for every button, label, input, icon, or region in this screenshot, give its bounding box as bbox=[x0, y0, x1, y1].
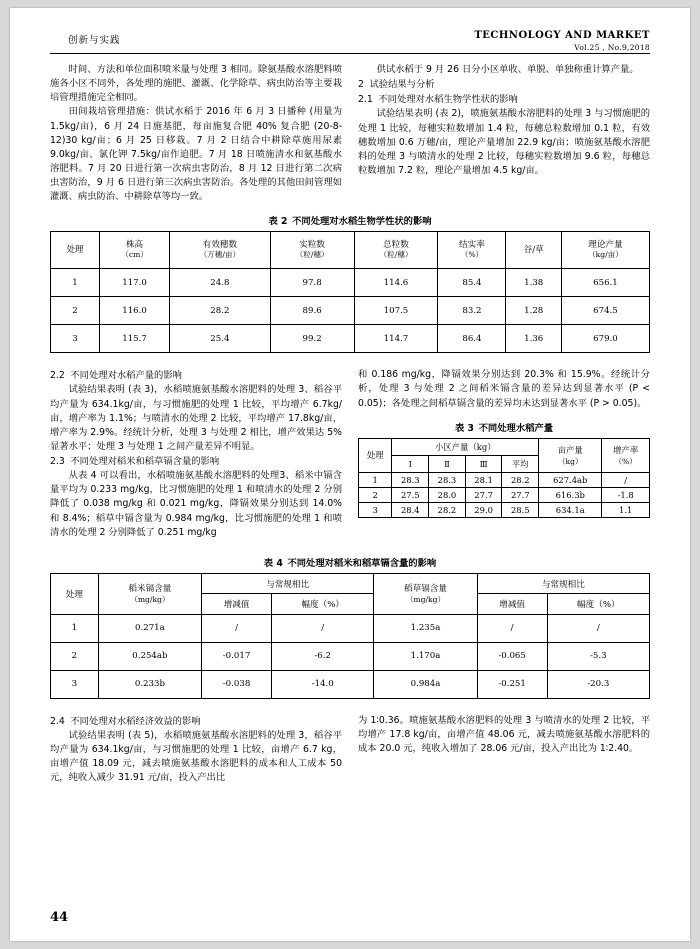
table3-header-row-1 bbox=[359, 438, 650, 455]
table4-r0-c0: 1 bbox=[51, 614, 99, 642]
table4-header-row-1 bbox=[51, 573, 650, 594]
table2-block bbox=[50, 213, 650, 353]
table3-th-1: Ⅰ bbox=[392, 455, 429, 472]
section-2-2-number: 2.2 bbox=[50, 370, 65, 382]
table4-r0-c3: / bbox=[272, 614, 374, 642]
table4-th-process: 处理 bbox=[51, 573, 99, 614]
section-2-3-title: 不同处理对稻米和稻草镉含量的影响 bbox=[70, 456, 220, 467]
table4-r2-c5: -0.251 bbox=[477, 670, 547, 698]
table4-r1-c3: -6.2 bbox=[272, 642, 374, 670]
table3-r2-c6: 1.1 bbox=[602, 502, 650, 517]
table2-r2-c0: 3 bbox=[51, 325, 100, 353]
table2-r0-c5: 85.4 bbox=[438, 269, 506, 297]
table3-r1-c1: 27.5 bbox=[392, 487, 429, 502]
table4-r2-c0: 3 bbox=[51, 670, 99, 698]
table4 bbox=[50, 573, 650, 699]
left-para-2: 田间栽培管理措施：供试水稻于 2016 年 6 月 3 日播种 (用量为 1.5kg/亩)，6 月 24 日施基肥，每亩施复合肥 40% 复合肥 (20-8-12)30 kg/亩；6 月 25 日移栽。7 月 2 日结合中耕除草施用尿素 9.0kg/亩、氯化钾 7.5kg/亩作追肥。7 月 18 日喷施清水和氨基酸水溶肥料。7 月 20 日进行第一次病虫害防治，8 月 12 日进行第二次病虫害防治，9 月 6 日进行第三次病虫害防治。各处理的其他田间管理如灌溉、病虫防治、中耕除草等均一致。 bbox=[50, 106, 342, 203]
table2-th-7: 理论产量 （kg/亩） bbox=[561, 232, 649, 269]
table4-th-group-2: 与常规相比 bbox=[477, 573, 649, 594]
table2-r1-c7: 674.5 bbox=[561, 297, 649, 325]
table3-r0-c2: 28.3 bbox=[429, 472, 466, 487]
table3-th-process: 处理 bbox=[359, 438, 392, 472]
table3-r0-c6: / bbox=[602, 472, 650, 487]
table4-caption bbox=[50, 555, 650, 569]
table-row bbox=[359, 487, 650, 502]
table2-caption bbox=[50, 213, 650, 227]
table4-r1-c1: 0.254ab bbox=[98, 642, 201, 670]
table2-r2-c3: 99.2 bbox=[270, 325, 354, 353]
section-2-4-continued: 为 1∶0.36。喷施氨基酸水溶肥料的处理 3 与喷清水的处理 2 比较，平均增产 17.8 kg/亩，亩增产值 48.06 元，减去喷施氨基酸水溶肥料的成本 20.0 元，纯收入增加了 28.06 元/亩，投入产出比为 1∶2.40。 bbox=[358, 714, 650, 754]
table2-r1-c3: 89.6 bbox=[270, 297, 354, 325]
section-2-4-number: 2.4 bbox=[50, 715, 65, 727]
table3-r1-c0: 2 bbox=[359, 487, 392, 502]
table4-r0-c2: / bbox=[202, 614, 272, 642]
table3-r1-c5: 616.3b bbox=[539, 487, 602, 502]
right-column-middle bbox=[358, 368, 650, 540]
table2-r2-c7: 679.0 bbox=[561, 325, 649, 353]
section-2-3-continued: 和 0.186 mg/kg，降镉效果分别达到 20.3% 和 15.9%。经统计分析，处理 3 与处理 2 之间稻米镉含量的差异达到显著水平 (P < 0.05)；各处理之间稻草镉含量的差异均未达到显著水平 (P > 0.05)。 bbox=[358, 369, 650, 409]
table4-r1-c5: -0.065 bbox=[477, 642, 547, 670]
section-2-4-title: 不同处理对水稻经济效益的影响 bbox=[70, 715, 201, 727]
journal-title: TECHNOLOGY AND MARKET bbox=[474, 30, 650, 41]
table3-th-group: 小区产量（kg） bbox=[392, 438, 539, 455]
table4-th-group-1: 与常规相比 bbox=[202, 573, 374, 594]
table3-r1-c2: 28.0 bbox=[429, 487, 466, 502]
header-left-title: 创新与实践 bbox=[68, 35, 121, 46]
table3-th-yield: 亩产量 （kg） bbox=[539, 438, 602, 472]
table4-r2-c6: -20.3 bbox=[547, 670, 649, 698]
top-columns bbox=[50, 63, 650, 204]
table-row bbox=[359, 502, 650, 517]
table2 bbox=[50, 231, 650, 353]
section-2-2-body: 试验结果表明 (表 3)，水稻喷施氨基酸水溶肥料的处理 3、稻谷平均产量为 634.1kg/亩，与习惯施肥的处理 1 比较，平均增产 6.7kg/亩，增产率为 1.1%；与喷清水的处理 2 比较，平均增产 17.8kg/亩，增产率为 2.9%。经统计分析，处理 3 与处理 2 相比，增产效果达 5% 显著水平；处理 3 与处理 1 之间产量差异不明显。 bbox=[50, 384, 342, 452]
right-column-bottom bbox=[358, 714, 650, 786]
table3-th-4: 平均 bbox=[502, 455, 539, 472]
table2-th-2: 有效穗数 （万穗/亩） bbox=[170, 232, 271, 269]
table4-r0-c6: / bbox=[547, 614, 649, 642]
table4-th-pct-1: 幅度（%） bbox=[272, 594, 374, 615]
table4-th-delta-2: 增减值 bbox=[477, 594, 547, 615]
table4-caption-text: 不同处理对稻米和稻草镉含量的影响 bbox=[287, 557, 437, 569]
header-right bbox=[474, 30, 650, 52]
table2-th-4: 总粒数 （粒/穗） bbox=[354, 232, 438, 269]
table2-r0-c2: 24.8 bbox=[170, 269, 271, 297]
table2-caption-text: 不同处理对水稻生物学性状的影响 bbox=[292, 216, 432, 228]
section-2-number: 2 bbox=[358, 79, 364, 91]
table2-r0-c7: 656.1 bbox=[561, 269, 649, 297]
table4-r1-c0: 2 bbox=[51, 642, 99, 670]
table4-th-delta-1: 增减值 bbox=[202, 594, 272, 615]
table-row bbox=[51, 670, 650, 698]
journal-issue: Vol.25 , No.9,2018 bbox=[574, 43, 650, 52]
table2-header-row bbox=[51, 232, 650, 269]
table2-r2-c6: 1.36 bbox=[506, 325, 561, 353]
document-page bbox=[10, 8, 690, 941]
table3-r0-c3: 28.1 bbox=[465, 472, 502, 487]
table2-r0-c3: 97.8 bbox=[270, 269, 354, 297]
section-2-2-heading bbox=[50, 369, 342, 383]
table3-r2-c3: 29.0 bbox=[465, 502, 502, 517]
table2-r1-c1: 116.0 bbox=[100, 297, 170, 325]
table2-r0-c4: 114.6 bbox=[354, 269, 438, 297]
table3-r2-c2: 28.2 bbox=[429, 502, 466, 517]
table3-caption-text: 不同处理水稻产量 bbox=[478, 422, 554, 434]
section-2-3-heading bbox=[50, 455, 342, 469]
table2-th-3: 实粒数 （粒/穗） bbox=[270, 232, 354, 269]
table4-r2-c2: -0.038 bbox=[202, 670, 272, 698]
table4-r2-c1: 0.233b bbox=[98, 670, 201, 698]
left-column-middle bbox=[50, 368, 342, 540]
section-2-1-number: 2.1 bbox=[358, 94, 373, 106]
section-2-title: 试验结果与分析 bbox=[369, 79, 435, 91]
table2-r1-c6: 1.28 bbox=[506, 297, 561, 325]
table2-r1-c2: 28.2 bbox=[170, 297, 271, 325]
left-column-top bbox=[50, 63, 342, 204]
table-row bbox=[51, 614, 650, 642]
table4-r1-c2: -0.017 bbox=[202, 642, 272, 670]
table3-r2-c5: 634.1a bbox=[539, 502, 602, 517]
table3-r0-c5: 627.4ab bbox=[539, 472, 602, 487]
table3-th-2: Ⅱ bbox=[429, 455, 466, 472]
table-row bbox=[51, 269, 650, 297]
table3-r0-c4: 28.2 bbox=[502, 472, 539, 487]
section-2-4-heading bbox=[50, 715, 342, 729]
section-2-1-heading bbox=[358, 93, 650, 107]
table3-caption bbox=[358, 420, 650, 434]
section-2-3-body: 从表 4 可以看出，水稻喷施氨基酸水溶肥料的处理3、稻米中镉含量平均为 0.233 mg/kg，比习惯施肥的处理 1 和喷清水的处理 2 分别降低了 0.038 mg/kg 和 0.021 mg/kg，降镉效果分别达到 14.0% 和 8.4%；稻草中镉含量为 0.984 mg/kg，比习惯施肥的处理 1 和喷清水的处理 2 分别降低了 0.251 mg/kg bbox=[50, 470, 342, 538]
section-2-4-body: 试验结果表明 (表 5)，水稻喷施氨基酸水溶肥料的处理 3，稻谷平均产量为 634.1kg/亩，与习惯施肥的处理 1 比较，亩增产 6.7 kg，亩增产值 18.09 元，减去喷施氨基酸水溶肥料的成本和人工成本 50 元，纯收入减少 31.91 元/亩，投入产出比 bbox=[50, 729, 342, 784]
table2-r0-c6: 1.38 bbox=[506, 269, 561, 297]
table2-r0-c1: 117.0 bbox=[100, 269, 170, 297]
page-header bbox=[50, 30, 650, 54]
table3 bbox=[358, 438, 650, 518]
section-2-3-number: 2.3 bbox=[50, 456, 65, 467]
table4-th-pct-2: 幅度（%） bbox=[547, 594, 649, 615]
table3-th-rate: 增产率 （%） bbox=[602, 438, 650, 472]
table2-th-6: 谷/草 bbox=[506, 232, 561, 269]
table4-r0-c4: 1.235a bbox=[374, 614, 477, 642]
table4-r0-c5: / bbox=[477, 614, 547, 642]
table4-r2-c3: -14.0 bbox=[272, 670, 374, 698]
table3-r1-c3: 27.7 bbox=[465, 487, 502, 502]
table2-th-0: 处理 bbox=[51, 232, 100, 269]
table4-th-straw-cd: 稻草镉含量 （mg/kg） bbox=[374, 573, 477, 614]
left-column-bottom bbox=[50, 714, 342, 786]
table3-number: 表 3 bbox=[454, 422, 474, 434]
table3-r1-c6: -1.8 bbox=[602, 487, 650, 502]
table4-r0-c1: 0.271a bbox=[98, 614, 201, 642]
table4-block bbox=[50, 555, 650, 699]
table4-r1-c6: -5.3 bbox=[547, 642, 649, 670]
table3-th-3: Ⅲ bbox=[465, 455, 502, 472]
table2-th-1: 株高 （cm） bbox=[100, 232, 170, 269]
bottom-columns bbox=[50, 714, 650, 786]
table-row bbox=[359, 472, 650, 487]
table3-r0-c1: 28.3 bbox=[392, 472, 429, 487]
table-row bbox=[51, 297, 650, 325]
table4-number: 表 4 bbox=[263, 557, 283, 569]
table-row bbox=[51, 325, 650, 353]
section-2-2-title: 不同处理对水稻产量的影响 bbox=[70, 370, 182, 382]
table2-th-5: 结实率 （%） bbox=[438, 232, 506, 269]
middle-columns bbox=[50, 368, 650, 540]
section-2-heading bbox=[358, 78, 650, 92]
table2-r1-c4: 107.5 bbox=[354, 297, 438, 325]
table3-r2-c0: 3 bbox=[359, 502, 392, 517]
table2-r0-c0: 1 bbox=[51, 269, 100, 297]
table2-r2-c1: 115.7 bbox=[100, 325, 170, 353]
left-para-1: 时间、方法和单位面积喷米量与处理 3 相同。除氨基酸水溶肥料喷施各小区不同外，各处理的施肥、灌溉、化学除草、病虫防治等主要栽培管理措施完全相同。 bbox=[50, 64, 342, 104]
table3-r1-c4: 27.7 bbox=[502, 487, 539, 502]
table3-r2-c1: 28.4 bbox=[392, 502, 429, 517]
table3-r2-c4: 28.5 bbox=[502, 502, 539, 517]
table3-r0-c0: 1 bbox=[359, 472, 392, 487]
table2-r1-c0: 2 bbox=[51, 297, 100, 325]
section-2-1-title: 不同处理对水稻生物学性状的影响 bbox=[378, 94, 518, 106]
table2-r2-c4: 114.7 bbox=[354, 325, 438, 353]
table2-number: 表 2 bbox=[268, 216, 288, 228]
right-column-top bbox=[358, 63, 650, 204]
table2-r2-c2: 25.4 bbox=[170, 325, 271, 353]
table4-r2-c4: 0.984a bbox=[374, 670, 477, 698]
table-row bbox=[51, 642, 650, 670]
table4-th-rice-cd: 稻米镉含量 （mg/kg） bbox=[98, 573, 201, 614]
section-2-1-body: 试验结果表明 (表 2)，喷施氨基酸水溶肥料的处理 3 与习惯施肥的处理 1 比较，每穗实粒数增加 1.4 粒，每穗总粒数增加 0.1 粒，有效穗数增加 0.6 万穗/亩，理论产量增加 22.9 kg/亩；喷施氨基酸水溶肥料的处理 3 与喷清水的处理 2 比较，每穗实粒数增加 9.6 粒，每穗总粒数增加 7.2 粒，理论产量增加 4.5 kg/亩。 bbox=[358, 108, 650, 176]
right-para-1: 供试水稻于 9 月 26 日分小区单收、单脱、单独称重计算产量。 bbox=[376, 64, 639, 75]
table2-r2-c5: 86.4 bbox=[438, 325, 506, 353]
page-number: 44 bbox=[50, 910, 69, 925]
table2-r1-c5: 83.2 bbox=[438, 297, 506, 325]
table4-r1-c4: 1.170a bbox=[374, 642, 477, 670]
